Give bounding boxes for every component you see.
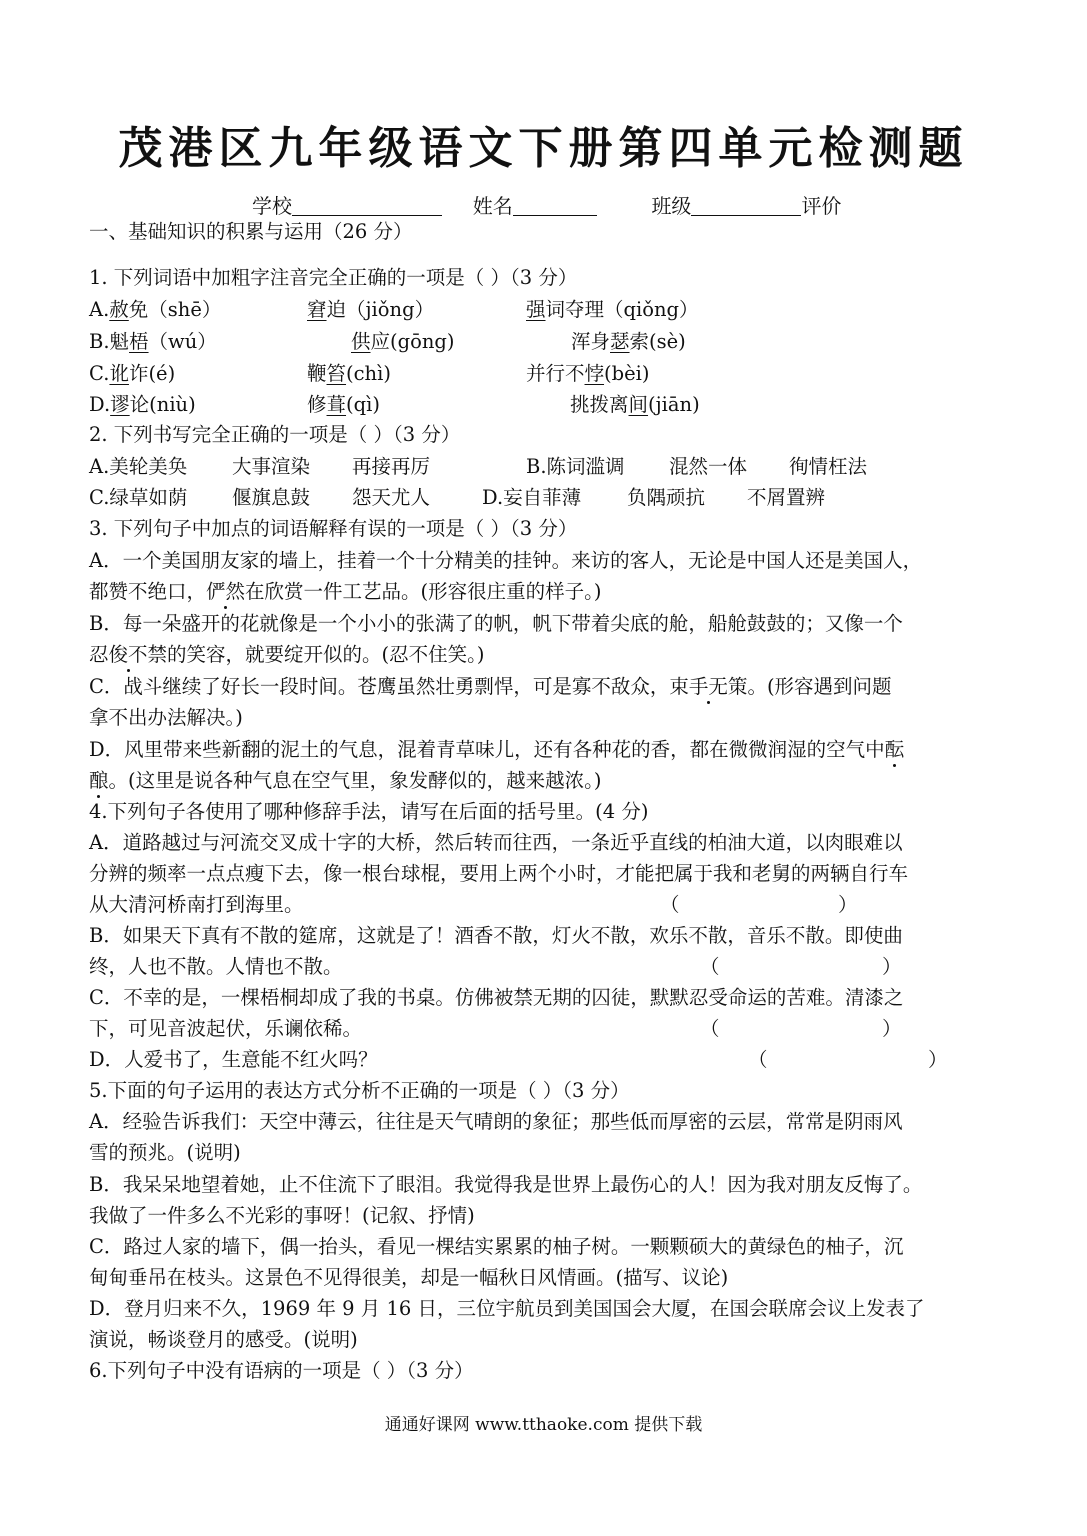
- q1-a2-word: 迫（jiǒng）: [326, 298, 435, 321]
- q3-c-dotted-word: 束手无策: [669, 675, 748, 698]
- q5-a-line1: A．经验告诉我们：天空中薄云，往往是天气晴朗的象征；那些低而厚密的云层，常常是阴雨风: [89, 1110, 903, 1133]
- q1-d3-underlined: 间: [628, 393, 649, 416]
- q1-a-word: 免（shē）: [128, 298, 222, 321]
- q5-b-line2: 我做了一件多么不光彩的事呀！(记叙、抒情): [89, 1204, 475, 1227]
- q1-option-c-word3: [526, 361, 650, 387]
- q3-a-explanation: 在欣赏一件工艺品。(形容很庄重的样子。): [245, 580, 602, 603]
- q3-a-dotted-word: 俨然: [206, 580, 246, 603]
- q3-d-explanation: 。(这里是说各种气息在空气里，象发酵似的，越来越浓。): [108, 769, 602, 792]
- q1-b-word: （wú）: [148, 330, 217, 353]
- q4-c-answer-close: ）: [882, 1017, 902, 1040]
- q1-b-underlined: 梧: [129, 330, 149, 353]
- q4-a-line2: 分辨的频率一点点瘦下去，像一根台球棍，要用上两个小时，才能把属于我和老舅的两辆自行车: [89, 862, 909, 885]
- q1-c-label: C.: [89, 362, 110, 385]
- q1-b-label: B.魁: [89, 330, 130, 353]
- q3-b-line1: B．每一朵盛开的花就像是一个小小的张满了的帆，帆下带着尖底的舱，船舱鼓鼓的；又像一个: [89, 612, 903, 635]
- name-blank[interactable]: [513, 195, 597, 216]
- q1-c-word: 诈(é): [128, 362, 176, 385]
- q1-option-d: [89, 392, 196, 418]
- q4-a-line3: 从大清河桥南打到海里。: [89, 893, 304, 916]
- q4-a-line1: A．道路越过与河流交叉成十字的大桥，然后转而往西，一条近乎直线的柏油大道，以肉眼难以: [89, 831, 903, 854]
- q3-b-explanation: 的笑容，就要绽开似的。(忍不住笑。): [167, 643, 485, 666]
- q1-option-d-word3: [570, 392, 700, 418]
- school-label: 学校: [252, 194, 292, 218]
- q1-option-d-word2: [307, 392, 380, 418]
- q2-c2: 偃旗息鼓: [232, 486, 311, 509]
- q1-option-a-word2: [307, 297, 434, 323]
- q1-d2-word: (qì): [346, 393, 380, 416]
- q4-d-line1: D．人爱书了，生意能不红火吗？: [89, 1048, 378, 1071]
- q1-c2-underlined: 笞: [326, 362, 347, 385]
- q1-option-c-word2: [307, 361, 391, 387]
- q1-b3-word: 索(sè): [629, 330, 686, 353]
- q1-option-b-word3: [571, 329, 686, 355]
- question-2-stem: 2. 下列书写完全正确的一项是（ ）（3 分）: [89, 423, 461, 446]
- eval-label: 评价: [801, 194, 842, 218]
- q5-c-line1: C．路过人家的墙下，偶一抬头，看见一棵结实累累的柚子树。一颗颗硕大的黄绿色的柚子，沉: [89, 1235, 904, 1258]
- q4-b-answer-close: ）: [882, 955, 902, 978]
- q3-d-line1: [89, 737, 904, 763]
- q2-c1: C.绿草如荫: [89, 486, 188, 509]
- q3-c-explanation: 。(形容遇到问题: [747, 675, 892, 698]
- q1-d-word: 论(niù): [129, 393, 196, 416]
- q3-d-line2: [89, 768, 601, 794]
- q1-d3-prefix: 挑拨离: [570, 393, 629, 416]
- q2-b3: 徇情枉法: [789, 455, 868, 478]
- q1-b2-word: 应(gōng): [370, 330, 455, 353]
- q4-c-answer-open[interactable]: （: [700, 1017, 720, 1040]
- section-heading: 一、基础知识的积累与运用（26 分）: [89, 220, 413, 243]
- q2-c3: 怨天尤人: [352, 486, 431, 509]
- q1-option-b: [89, 329, 217, 355]
- q1-c-underlined: 讹: [109, 362, 129, 385]
- q2-b1: B.陈词滥调: [526, 455, 625, 478]
- q3-c-text: C．战斗继续了好长一段时间。苍鹰虽然壮勇剽悍，可是寡不敌众，: [89, 675, 670, 698]
- school-blank[interactable]: [292, 195, 442, 216]
- question-3-stem: 3. 下列句子中加点的词语解释有误的一项是（ ）（3 分）: [89, 517, 578, 540]
- q2-a2: 大事渲染: [232, 455, 311, 478]
- q1-b3-underlined: 瑟: [610, 330, 630, 353]
- footer-source: 通通好课网 www.tthaoke.com 提供下载: [384, 1415, 703, 1435]
- question-4-stem: 4.下列句子各使用了哪种修辞手法，请写在后面的括号里。(4 分): [89, 800, 649, 823]
- q1-d2-underlined: 葺: [326, 393, 347, 416]
- q1-c3-prefix: 并行不: [526, 362, 585, 385]
- q1-option-a-word3: [526, 297, 699, 323]
- q5-d-line1: D．登月归来不久，1969 年 9 月 16 日，三位宇航员到美国国会大厦，在国会联席会议上发表了: [89, 1297, 925, 1320]
- q4-d-answer-open[interactable]: （: [748, 1048, 768, 1071]
- q1-a-label: A.: [89, 298, 110, 321]
- q1-a3-underlined: 强: [526, 298, 546, 321]
- q2-a3: 再接再厉: [352, 455, 431, 478]
- q1-a2-underlined: 窘: [307, 298, 327, 321]
- class-label: 班级: [651, 194, 692, 218]
- q2-d1: D.妄自菲薄: [482, 486, 582, 509]
- q3-a-text: 都赞不绝口，: [89, 580, 207, 603]
- q3-a-line1: A．一个美国朋友家的墙上，挂着一个十分精美的挂钟。来访的客人，无论是中国人还是美国人，: [89, 549, 923, 572]
- q3-b-line2: [89, 642, 484, 668]
- q1-option-b-word2: [351, 329, 455, 355]
- question-1-stem: 1. 下列词语中加粗字注音完全正确的一项是（ ）（3 分）: [89, 266, 578, 289]
- q3-a-line2: [89, 579, 602, 605]
- q1-b3-prefix: 浑身: [571, 330, 611, 353]
- q3-b-dotted-word: 忍俊不禁: [89, 643, 168, 666]
- q4-a-answer-close: ）: [838, 893, 858, 916]
- student-info-line: [252, 190, 841, 219]
- q4-b-line2: 终，人也不散。人情也不散。: [89, 955, 343, 978]
- q4-d-answer-close: ）: [928, 1048, 948, 1071]
- q4-b-answer-open[interactable]: （: [700, 955, 720, 978]
- q1-a-underlined: 赦: [109, 298, 129, 321]
- page-title: 茂港区九年级语文下册第四单元检测题: [118, 123, 969, 174]
- q4-c-line2: 下，可见音波起伏，乐谰依稀。: [89, 1017, 363, 1040]
- q1-d-label: D.: [89, 393, 111, 416]
- q4-c-line1: C．不幸的是，一棵梧桐却成了我的书桌。仿佛被禁无期的囚徒，默默忍受命运的苦难。清漆之: [89, 986, 904, 1009]
- q1-option-c: [89, 361, 175, 387]
- q2-b2: 混然一体: [669, 455, 748, 478]
- q3-c-line1: [89, 674, 892, 700]
- q2-d2: 负隅顽抗: [627, 486, 706, 509]
- q1-d3-word: (jiān): [648, 393, 700, 416]
- q5-b-line1: B．我呆呆地望着她，止不住流下了眼泪。我觉得我是世界上最伤心的人！因为我对朋友反悔了。: [89, 1173, 923, 1196]
- q5-a-line2: 雪的预兆。(说明): [89, 1141, 241, 1164]
- q1-c2-prefix: 鞭: [307, 362, 327, 385]
- q1-a3-word: 词夺理（qiǒng）: [545, 298, 699, 321]
- q5-d-line2: 演说，畅谈登月的感受。(说明): [89, 1328, 358, 1351]
- q5-c-line2: 甸甸垂吊在枝头。这景色不见得很美，却是一幅秋日风情画。(描写、议论): [89, 1266, 729, 1289]
- q1-c3-word: (bèi): [604, 362, 650, 385]
- q4-a-answer-open[interactable]: （: [660, 893, 680, 916]
- q3-d-text: D．风里带来些新翻的泥土的气息，混着青草味儿，还有各种花的香，都在微微润湿的空气中: [89, 738, 885, 761]
- question-5-stem: 5.下面的句子运用的表达方式分析不正确的一项是（ ）（3 分）: [89, 1079, 630, 1102]
- q1-option-a: [89, 297, 221, 323]
- q1-c3-underlined: 悖: [584, 362, 605, 385]
- question-6-stem: 6.下列句子中没有语病的一项是（ ）（3 分）: [89, 1359, 474, 1382]
- q1-d-underlined: 谬: [110, 393, 130, 416]
- q3-d-dotted-char2: 酿: [89, 769, 109, 792]
- q3-d-dotted-char1: 酝: [884, 738, 905, 761]
- class-blank[interactable]: [691, 195, 801, 216]
- q1-c2-word: (chì): [346, 362, 391, 385]
- q4-b-line1: B．如果天下真有不散的筵席，这就是了！酒香不散，灯火不散，欢乐不散，音乐不散。即使曲: [89, 924, 903, 947]
- q1-d2-prefix: 修: [307, 393, 327, 416]
- q1-b2-underlined: 供: [351, 330, 371, 353]
- q3-c-line2: 拿不出办法解决。): [89, 706, 243, 729]
- q2-d3: 不屑置辨: [747, 486, 826, 509]
- name-label: 姓名: [472, 194, 513, 218]
- q2-a1: A.美轮美奂: [89, 455, 188, 478]
